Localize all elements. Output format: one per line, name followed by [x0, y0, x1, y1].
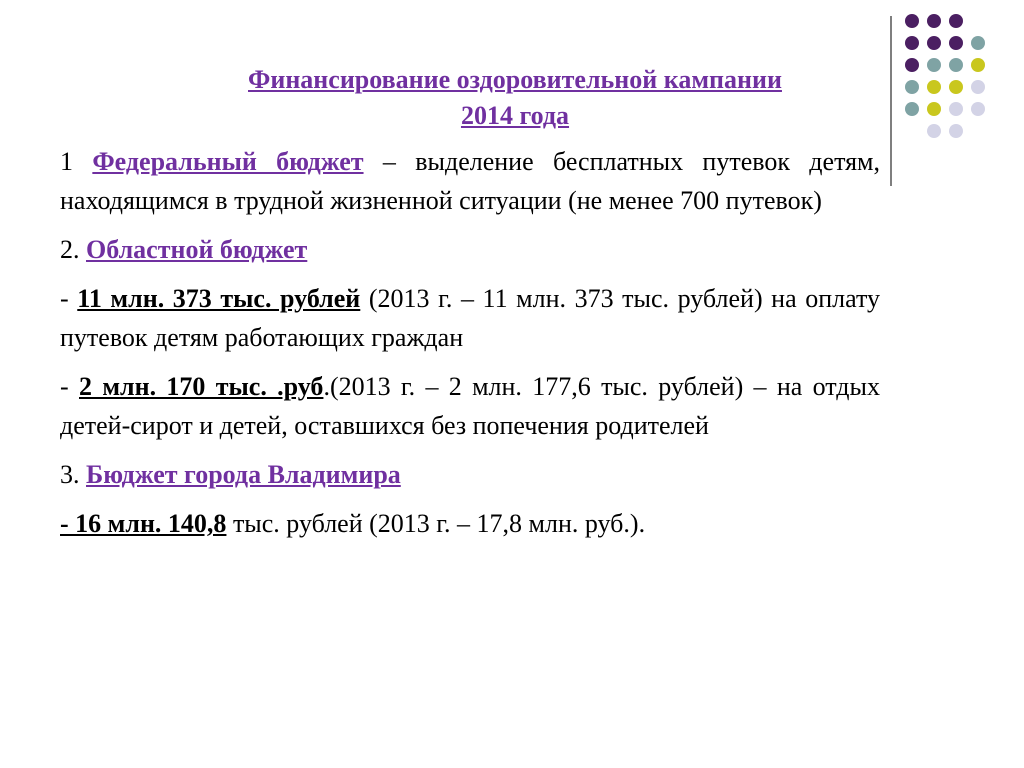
decorative-dot	[905, 58, 919, 72]
decorative-dot	[927, 58, 941, 72]
vertical-divider	[890, 16, 892, 186]
item-amount: - 16 млн. 140,8	[60, 509, 227, 538]
item-regional-amount-2	[60, 367, 880, 445]
decorative-dot	[949, 58, 963, 72]
item-label: Федеральный бюджет	[92, 147, 364, 176]
decorative-dot	[927, 80, 941, 94]
decorative-dot	[971, 80, 985, 94]
item-text: .(2013 г. – 2 млн. 177,6 тыс. рублей) – на отдых детей-сирот и детей, оставшихся без попечения родителей	[60, 372, 881, 440]
item-federal-budget	[60, 142, 880, 220]
item-label: Бюджет города Владимира	[86, 460, 401, 489]
decorative-dot-grid	[905, 14, 1015, 164]
decorative-dot	[949, 14, 963, 28]
item-text: тыс. рублей (2013 г. – 17,8 млн. руб.).	[232, 509, 646, 538]
decorative-dot	[905, 80, 919, 94]
decorative-dot	[949, 124, 963, 138]
item-text: – выделение бесплатных путевок детям, находящимся в трудной жизненной ситуации (не менее 700 путевок)	[60, 147, 880, 215]
item-text: (2013 г. – 11 млн. 373 тыс. рублей) на оплату путевок детям работающих граждан	[60, 284, 880, 352]
decorative-dot	[927, 36, 941, 50]
decorative-dot	[971, 102, 985, 116]
item-regional-amount-1	[60, 279, 880, 357]
item-dash: -	[60, 372, 69, 401]
slide-title	[60, 62, 880, 134]
item-amount: 2 млн. 170 тыс. .руб	[79, 372, 324, 401]
item-city-amount	[60, 504, 880, 543]
decorative-dot	[949, 80, 963, 94]
decorative-dot	[971, 58, 985, 72]
decorative-dot	[927, 14, 941, 28]
item-city-budget	[60, 455, 880, 494]
decorative-dot	[927, 102, 941, 116]
title-line-2: 2014 года	[460, 101, 570, 130]
decorative-dot	[927, 124, 941, 138]
item-label: Областной бюджет	[86, 235, 308, 264]
item-number: 2.	[60, 235, 80, 264]
decorative-dot	[949, 102, 963, 116]
decorative-dot	[905, 102, 919, 116]
slide-content	[60, 62, 880, 553]
item-dash: -	[60, 284, 69, 313]
decorative-dot	[905, 36, 919, 50]
item-amount: 11 млн. 373 тыс. рублей	[77, 284, 361, 313]
item-regional-budget	[60, 230, 880, 269]
decorative-dot	[905, 14, 919, 28]
item-number: 3.	[60, 460, 80, 489]
title-line-1: Финансирование оздоровительной кампании	[248, 65, 782, 94]
decorative-dot	[949, 36, 963, 50]
item-number: 1	[60, 147, 73, 176]
decorative-dot	[971, 36, 985, 50]
